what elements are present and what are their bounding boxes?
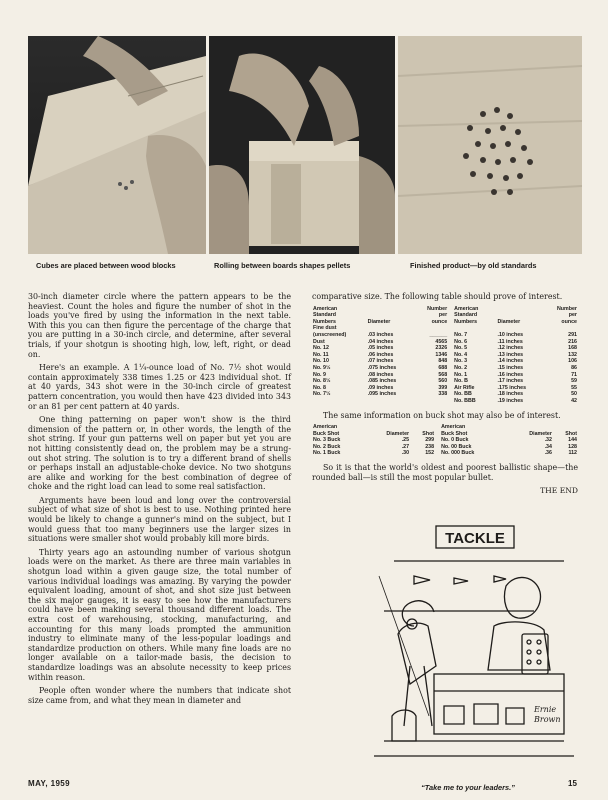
table-cell: No. BBB (454, 397, 476, 404)
table-cell: 4565 (435, 338, 448, 345)
table-row (312, 332, 578, 339)
page-number: 15 (568, 779, 577, 788)
table-cell (448, 325, 496, 332)
table-cell: .13 inches (497, 351, 524, 358)
table-row (312, 444, 578, 451)
photo-rolling-pellets (209, 36, 395, 254)
table-cell: 168 (568, 345, 577, 352)
table-row (312, 345, 578, 352)
table-cell: 106 (568, 358, 577, 365)
table-cell: No. 3 (454, 358, 468, 365)
table-header: American Standard Numbers (313, 305, 338, 325)
issue-date: MAY, 1959 (28, 779, 70, 788)
table-header: Shot (422, 430, 435, 437)
table-cell: Air Rifle (454, 384, 475, 391)
table-header: Diameter (529, 430, 552, 437)
table-cell: 399 (438, 384, 448, 391)
table-cell: 338 (438, 391, 448, 398)
table-cell: (unscreened) (313, 331, 347, 338)
table-cell: .095 inches (367, 391, 397, 398)
cartoonist-signature: Brown (534, 715, 561, 724)
paragraph: One thing patterning on paper won't show is the third dimension of the pattern or, in other words, the length of the shot string. If your gun patterns well on paper but yet you are not hitting consistently dead on, the problem may be a strung-out shot string. The solution is to try a different brand of shells or perhaps install an adjustable-choke device. No two shotguns are alike and working for the best combination of degree of choke and the right load can lead to some real satisfaction. (28, 415, 291, 492)
paragraph: So it is that the world's oldest and poorest ballistic shape—the rounded ball—is still the most popular bullet. (312, 463, 578, 482)
table-cell: 50 (571, 391, 577, 398)
cartoon-illustration (374, 516, 574, 779)
table-cell: 688 (438, 364, 448, 371)
table-cell: 152 (425, 450, 435, 457)
table-cell: .30 (401, 450, 410, 457)
table-cell: No. 12 (313, 345, 329, 352)
table-cell: 2326 (435, 345, 448, 352)
table-row (312, 450, 578, 457)
photo-strip (28, 36, 582, 254)
table-cell: .175 inches (497, 384, 527, 391)
table-header: American Buck Shot (441, 424, 468, 437)
table-cell: 132 (568, 351, 577, 358)
table-cell: Fine dust (313, 325, 337, 332)
table-cell: No. 8½ (313, 378, 331, 385)
table-cell: 560 (438, 378, 448, 385)
table-cell: No. 8 (313, 384, 326, 391)
table-cell: .03 inches (367, 331, 394, 338)
table-cell: 238 (425, 443, 435, 450)
table-cell: Dust (313, 338, 325, 345)
table-header: Shot (565, 430, 577, 437)
table-cell: No. 3 Buck (313, 437, 341, 444)
buck-shot-table (312, 424, 578, 457)
table-header: American Standard Numbers (454, 305, 479, 325)
table-header: Diameter (497, 318, 521, 325)
table-cell: .04 inches (367, 338, 394, 345)
table-cell: .32 (544, 437, 552, 444)
table-cell: .07 inches (367, 358, 394, 365)
cartoonist-signature: Ernie (534, 705, 557, 714)
table-cell: .06 inches (367, 351, 394, 358)
table-row (312, 378, 578, 385)
table-cell (312, 398, 367, 405)
right-column (312, 292, 578, 496)
table-cell: No. 5 (454, 345, 468, 352)
table-row (312, 352, 578, 359)
table-cell: .19 inches (497, 397, 524, 404)
caption-photo-1: Cubes are placed between wood blocks (36, 261, 176, 270)
table-cell: No. 11 (313, 351, 329, 358)
table-cell: .10 inches (497, 331, 524, 338)
table-cell: .27 (401, 443, 410, 450)
paragraph: The same information on buck shot may also be of interest. (323, 410, 561, 420)
table-cell: No. 2 (454, 364, 468, 371)
table-cell: .36 (544, 450, 552, 457)
table-cell: No. 00 Buck (441, 443, 472, 450)
table-row (312, 437, 578, 444)
caption-photo-2: Rolling between boards shapes pellets (214, 261, 351, 270)
table-cell: No. 2 Buck (313, 443, 341, 450)
table-cell: .16 inches (497, 371, 524, 378)
table-row (312, 339, 578, 346)
paragraph: Here's an example. A 1¼-ounce load of No. 7½ shot would contain approximately 338 times 1.25 or 423 individual shot. If at 40 yards, 343 shot were in the 30-inch circle of greatest pattern concentration, you would then have 423 divided into 343 or an 81 per cent pattern at 40 yards. (28, 363, 291, 411)
table-cell: .05 inches (367, 345, 394, 352)
table-row (312, 385, 578, 392)
table-cell: .14 inches (497, 358, 524, 365)
table-cell: .085 inches (367, 378, 397, 385)
the-end: THE END (540, 486, 578, 496)
paragraph: Thirty years ago an astounding number of various shotgun loads were on the market. As there are three main variables in shotgun load within a given gauge size, the total number of various individual loadings was amazing. By varying the powder equivalent loading, amount of shot, and shot size just between the six major gauges, it is easy to see how the manufacturers could have been making several thousand different loads. The extra cost of warehousing, stocking, manufacturing, and accounting for this many loads prompted the ammunition industry to eliminate many of the less-popular loadings and standardize production on others. While many fine loads are no longer available on a tailor-made basis, the decision to standardize loadings was an absolute necessity to keep prices within reason. (28, 547, 291, 682)
table-cell: .11 inches (497, 338, 523, 345)
paragraph: comparative size. The following table should prove of interest. (312, 292, 563, 301)
table-row (312, 398, 578, 405)
table-cell: No. BB (454, 391, 472, 398)
table-cell: .18 inches (497, 391, 524, 398)
table-cell (496, 325, 543, 332)
tackle-sign-text: TACKLE (445, 530, 505, 547)
table-cell: 59 (571, 378, 577, 385)
table-cell: 42 (571, 397, 577, 404)
table-header: Diameter (386, 430, 410, 437)
table-cell: No. 0 Buck (441, 437, 469, 444)
table-cell: 848 (438, 358, 448, 365)
table-cell: ______ (429, 331, 448, 338)
table-cell: No. 4 (454, 351, 468, 358)
table-cell: No. 9 (313, 371, 326, 378)
table-cell: 112 (568, 450, 577, 457)
table-cell: No. 6 (454, 338, 468, 345)
table-cell: .075 inches (367, 364, 397, 371)
table-cell: 1346 (435, 351, 448, 358)
table-cell: .25 (401, 437, 410, 444)
table-cell: No. 7 (454, 331, 468, 338)
table-cell: 299 (425, 437, 435, 444)
table-header: Number per ounce (427, 305, 448, 325)
table-cell: No. 1 Buck (313, 450, 341, 457)
table-header: Diameter (367, 318, 391, 325)
table-cell: 71 (571, 371, 577, 378)
table-cell: .09 inches (367, 384, 394, 391)
cartoon-caption: “Take me to your leaders.” (421, 783, 515, 792)
table-cell (544, 325, 578, 332)
table-cell (414, 398, 448, 405)
table-row (312, 325, 578, 332)
photo-cubes-between-blocks (28, 36, 206, 254)
table-row (312, 365, 578, 372)
table-cell: No. B (454, 378, 469, 385)
table-cell: 144 (568, 437, 577, 444)
table-cell: 568 (438, 371, 448, 378)
table-cell: No. 7½ (313, 391, 331, 398)
table-header: Number per ounce (556, 305, 577, 325)
table-cell: .08 inches (367, 371, 394, 378)
table-cell: No. 000 Buck (441, 450, 475, 457)
paragraph: People often wonder where the numbers that indicate shot size came from, and what they mean in diameter and (28, 686, 291, 705)
table-row (312, 391, 578, 398)
caption-photo-3: Finished product—by old standards (410, 261, 537, 270)
table-cell: 128 (568, 443, 577, 450)
table-cell: No. 1 (454, 371, 468, 378)
table-cell: .34 (544, 443, 552, 450)
table-cell: .12 inches (497, 345, 524, 352)
table-cell (414, 325, 448, 332)
shot-size-table (312, 306, 578, 405)
table-cell: 216 (568, 338, 577, 345)
table-cell (367, 398, 414, 405)
table-cell: 291 (568, 331, 577, 338)
photo-finished-shot (398, 36, 582, 254)
table-header: American Buck Shot (313, 424, 340, 437)
table-cell: No. 9½ (313, 364, 331, 371)
table-cell (367, 325, 414, 332)
table-cell: 86 (571, 364, 577, 371)
paragraph: Arguments have been loud and long over the controversial subject of what size of shot is best to use. Nothing printed here would be likely to change a gunner's mind on the subject, but I would guess that too many beginners use the larger sizes in situations were smaller shot would probably kill more birds. (28, 495, 291, 544)
table-cell: .17 inches (497, 378, 524, 385)
photo-captions (28, 261, 588, 275)
table-cell: .15 inches (497, 364, 524, 371)
table-row (312, 358, 578, 365)
left-column (28, 292, 291, 709)
table-cell: No. 10 (313, 358, 329, 365)
table-cell: 55 (571, 384, 577, 391)
table-row (312, 372, 578, 379)
paragraph: 30-inch diameter circle where the pattern appears to be the heaviest. Count the holes and figure the number of shot in the loads you've fired by using the information in the next table. With this you can then figure the percentage of the charge that you are putting in a 30-inch circle, and determine, after several trials, if your shotgun is shooting high, low, left, right, or dead on. (28, 292, 291, 359)
